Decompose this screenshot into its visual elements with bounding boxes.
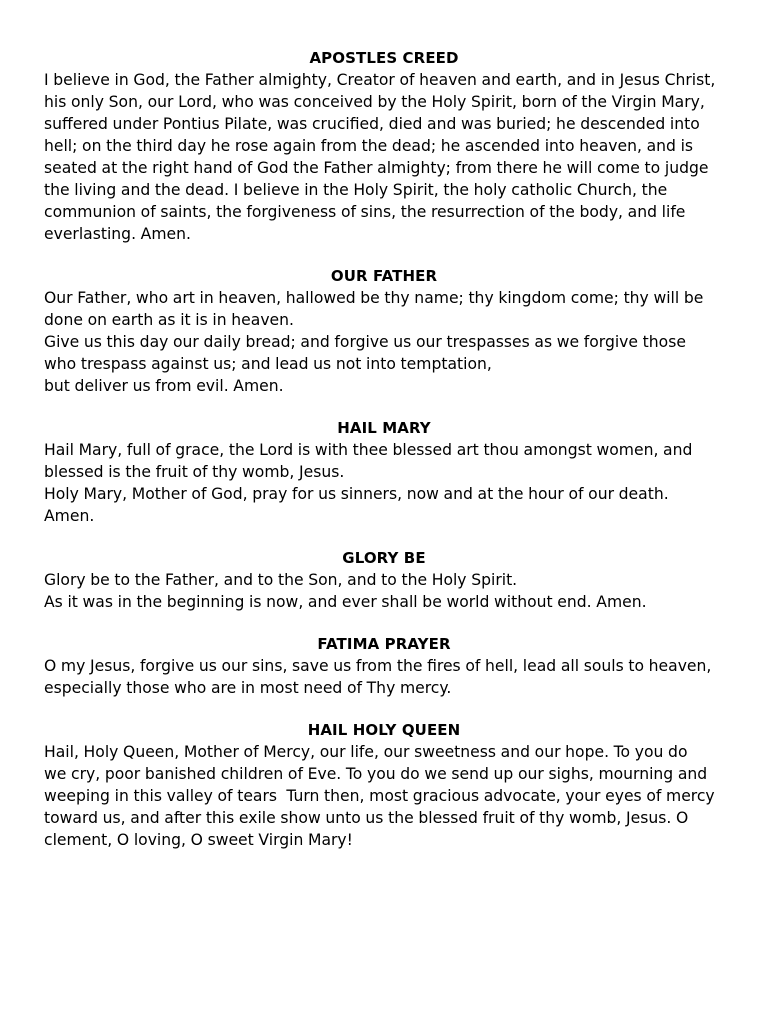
prayer-paragraph: Give us this day our daily bread; and forgive us our trespasses as we forgive those who trespass against us; and lead us not into temptation, bbox=[44, 333, 686, 373]
section-apostles-creed bbox=[44, 47, 724, 245]
prayer-paragraph: As it was in the beginning is now, and ever shall be world without end. Amen. bbox=[44, 593, 647, 611]
section-title: APOSTLES CREED bbox=[309, 49, 459, 67]
prayer-paragraph: Holy Mary, Mother of God, pray for us sinners, now and at the hour of our death. Amen. bbox=[44, 485, 669, 525]
section-title: FATIMA PRAYER bbox=[317, 635, 451, 653]
section-title: GLORY BE bbox=[342, 549, 426, 567]
prayer-paragraph: I believe in God, the Father almighty, Creator of heaven and earth, and in Jesus Christ, his only Son, our Lord, who was conceived by the Holy Spirit, born of the Virgin Mary, suffered under Pontius Pilate, was crucified, died and was buried; he descended into hell; on the third day he rose again from the dead; he ascended into heaven, and is seated at the right hand of God the Father almighty; from there he will come to judge the living and the dead. I believe in the Holy Spirit, the holy catholic Church, the communion of saints, the forgiveness of sins, the resurrection of the body, and life everlasting. Amen. bbox=[44, 71, 716, 243]
prayer-paragraph: but deliver us from evil. Amen. bbox=[44, 377, 284, 395]
section-glory-be bbox=[44, 547, 724, 613]
prayer-paragraph: Glory be to the Father, and to the Son, and to the Holy Spirit. bbox=[44, 571, 518, 589]
section-title: HAIL MARY bbox=[337, 419, 431, 437]
section-title: HAIL HOLY QUEEN bbox=[307, 721, 461, 739]
section-our-father bbox=[44, 265, 724, 397]
section-hail-holy-queen bbox=[44, 719, 724, 851]
prayer-paragraph: Hail, Holy Queen, Mother of Mercy, our life, our sweetness and our hope. To you do we cry, poor banished children of Eve. To you do we send up our sighs, mourning and weeping in this valley of tears Turn then, most gracious advocate, your eyes of mercy toward us, and after this exile show unto us the blessed fruit of thy womb, Jesus. O clement, O loving, O sweet Virgin Mary! bbox=[44, 743, 715, 849]
section-hail-mary bbox=[44, 417, 724, 527]
section-fatima-prayer bbox=[44, 633, 724, 699]
prayer-paragraph: Hail Mary, full of grace, the Lord is with thee blessed art thou amongst women, and blessed is the fruit of thy womb, Jesus. bbox=[44, 441, 693, 481]
prayer-paragraph: O my Jesus, forgive us our sins, save us from the fires of hell, lead all souls to heaven, especially those who are in most need of Thy mercy. bbox=[44, 657, 712, 697]
prayer-paragraph: Our Father, who art in heaven, hallowed be thy name; thy kingdom come; thy will be done on earth as it is in heaven. bbox=[44, 289, 704, 329]
section-title: OUR FATHER bbox=[330, 267, 438, 285]
